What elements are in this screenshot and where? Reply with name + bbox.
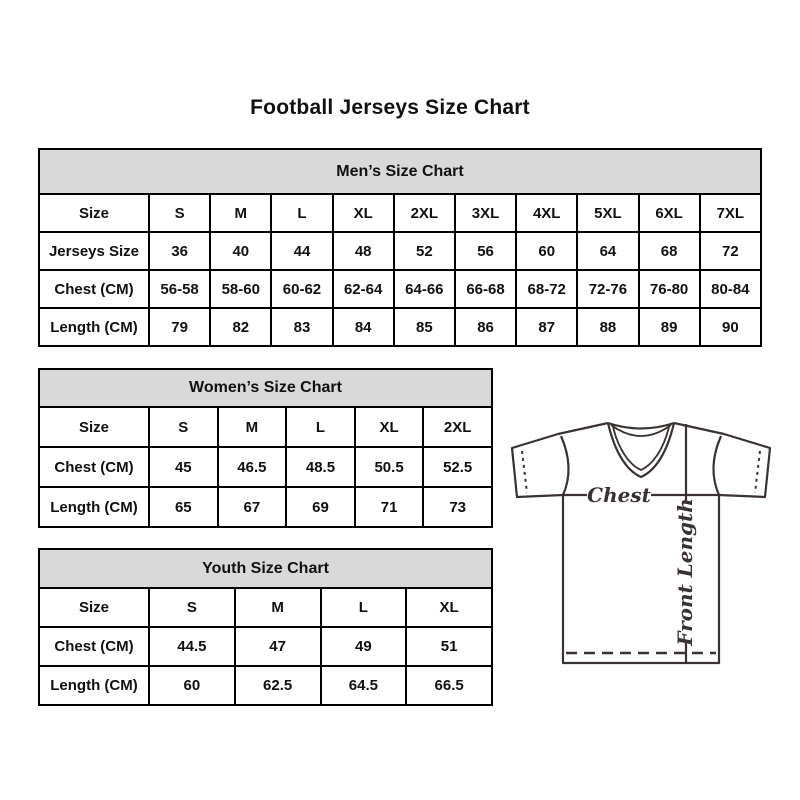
size-value-cell: 40 (210, 232, 271, 270)
size-value-cell: 44 (271, 232, 332, 270)
size-value-cell: 60 (516, 232, 577, 270)
size-value-cell: 6XL (639, 194, 700, 232)
size-value-cell: 48 (333, 232, 394, 270)
size-value-cell: 60 (149, 666, 235, 705)
size-value-cell: 66-68 (455, 270, 516, 308)
size-value-cell: 72 (700, 232, 761, 270)
size-value-cell: M (235, 588, 321, 627)
size-value-cell: 65 (149, 487, 218, 527)
size-value-cell: 52 (394, 232, 455, 270)
size-value-cell: 79 (149, 308, 210, 346)
size-value-cell: 86 (455, 308, 516, 346)
row-label: Length (CM) (39, 666, 149, 705)
size-value-cell: 88 (577, 308, 638, 346)
size-value-cell: 56 (455, 232, 516, 270)
chest-label: Chest (587, 483, 651, 507)
size-value-cell: 49 (321, 627, 407, 666)
table-row (39, 194, 761, 232)
size-value-cell: 89 (639, 308, 700, 346)
size-value-cell: S (149, 588, 235, 627)
size-value-cell: L (286, 407, 355, 447)
row-label: Jerseys Size (39, 232, 149, 270)
size-value-cell: S (149, 194, 210, 232)
jersey-right-cuff-dashed-line (755, 451, 760, 493)
size-value-cell: 50.5 (355, 447, 424, 487)
size-value-cell: 2XL (423, 407, 492, 447)
womens-table (38, 368, 493, 528)
size-value-cell: 60-62 (271, 270, 332, 308)
jersey-measurement-diagram (505, 406, 777, 678)
size-value-cell: 56-58 (149, 270, 210, 308)
table-row (39, 270, 761, 308)
row-label: Chest (CM) (39, 447, 149, 487)
row-label: Size (39, 407, 149, 447)
row-label: Length (CM) (39, 308, 149, 346)
table-header-row (39, 149, 761, 194)
size-value-cell: M (210, 194, 271, 232)
size-value-cell: 80-84 (700, 270, 761, 308)
size-value-cell: 67 (218, 487, 287, 527)
size-value-cell: 3XL (455, 194, 516, 232)
table-row (39, 447, 492, 487)
page-title: Football Jerseys Size Chart (250, 96, 530, 119)
table-row (39, 308, 761, 346)
jersey-collar-back-arc-outer (608, 423, 674, 429)
size-value-cell: 62.5 (235, 666, 321, 705)
size-value-cell: 45 (149, 447, 218, 487)
size-value-cell: M (218, 407, 287, 447)
mens-table (38, 148, 762, 347)
size-value-cell: 83 (271, 308, 332, 346)
size-value-cell: 90 (700, 308, 761, 346)
size-value-cell: 46.5 (218, 447, 287, 487)
size-value-cell: 64-66 (394, 270, 455, 308)
size-value-cell: L (271, 194, 332, 232)
row-label: Chest (CM) (39, 627, 149, 666)
womens-size-table (38, 368, 493, 528)
jersey-left-armhole-seam (561, 436, 569, 495)
jersey-collar-v-inner (613, 427, 669, 470)
mens-size-table (38, 148, 762, 347)
size-value-cell: 82 (210, 308, 271, 346)
table-row (39, 407, 492, 447)
size-value-cell: XL (406, 588, 492, 627)
row-label: Chest (CM) (39, 270, 149, 308)
size-value-cell: 73 (423, 487, 492, 527)
womens-table-title: Women’s Size Chart (39, 369, 492, 407)
table-row (39, 588, 492, 627)
size-value-cell: 64.5 (321, 666, 407, 705)
row-label: Size (39, 588, 149, 627)
size-value-cell: 58-60 (210, 270, 271, 308)
row-label: Size (39, 194, 149, 232)
youth-table (38, 548, 493, 706)
table-row (39, 666, 492, 705)
size-value-cell: S (149, 407, 218, 447)
size-value-cell: 87 (516, 308, 577, 346)
size-value-cell: 48.5 (286, 447, 355, 487)
size-value-cell: 72-76 (577, 270, 638, 308)
table-row (39, 627, 492, 666)
size-value-cell: 44.5 (149, 627, 235, 666)
table-header-row (39, 549, 492, 588)
size-value-cell: 76-80 (639, 270, 700, 308)
size-value-cell: 64 (577, 232, 638, 270)
size-value-cell: 7XL (700, 194, 761, 232)
size-value-cell: 5XL (577, 194, 638, 232)
jersey-right-armhole-seam (713, 436, 721, 495)
front-length-label: Front Length (673, 498, 697, 646)
size-value-cell: 66.5 (406, 666, 492, 705)
size-value-cell: 36 (149, 232, 210, 270)
size-value-cell: 69 (286, 487, 355, 527)
table-header-row (39, 369, 492, 407)
size-value-cell: 85 (394, 308, 455, 346)
size-value-cell: 4XL (516, 194, 577, 232)
table-row (39, 232, 761, 270)
size-value-cell: 62-64 (333, 270, 394, 308)
jersey-left-cuff-dashed-line (522, 451, 527, 493)
size-value-cell: 71 (355, 487, 424, 527)
table-row (39, 487, 492, 527)
mens-table-title: Men’s Size Chart (39, 149, 761, 194)
row-label: Length (CM) (39, 487, 149, 527)
size-value-cell: L (321, 588, 407, 627)
youth-size-table (38, 548, 493, 705)
size-value-cell: 51 (406, 627, 492, 666)
size-value-cell: 84 (333, 308, 394, 346)
size-value-cell: XL (355, 407, 424, 447)
size-value-cell: 52.5 (423, 447, 492, 487)
size-value-cell: 2XL (394, 194, 455, 232)
size-value-cell: 68 (639, 232, 700, 270)
size-value-cell: XL (333, 194, 394, 232)
youth-table-title: Youth Size Chart (39, 549, 492, 588)
size-value-cell: 47 (235, 627, 321, 666)
size-value-cell: 68-72 (516, 270, 577, 308)
jersey-collar-v-outer (608, 423, 674, 477)
